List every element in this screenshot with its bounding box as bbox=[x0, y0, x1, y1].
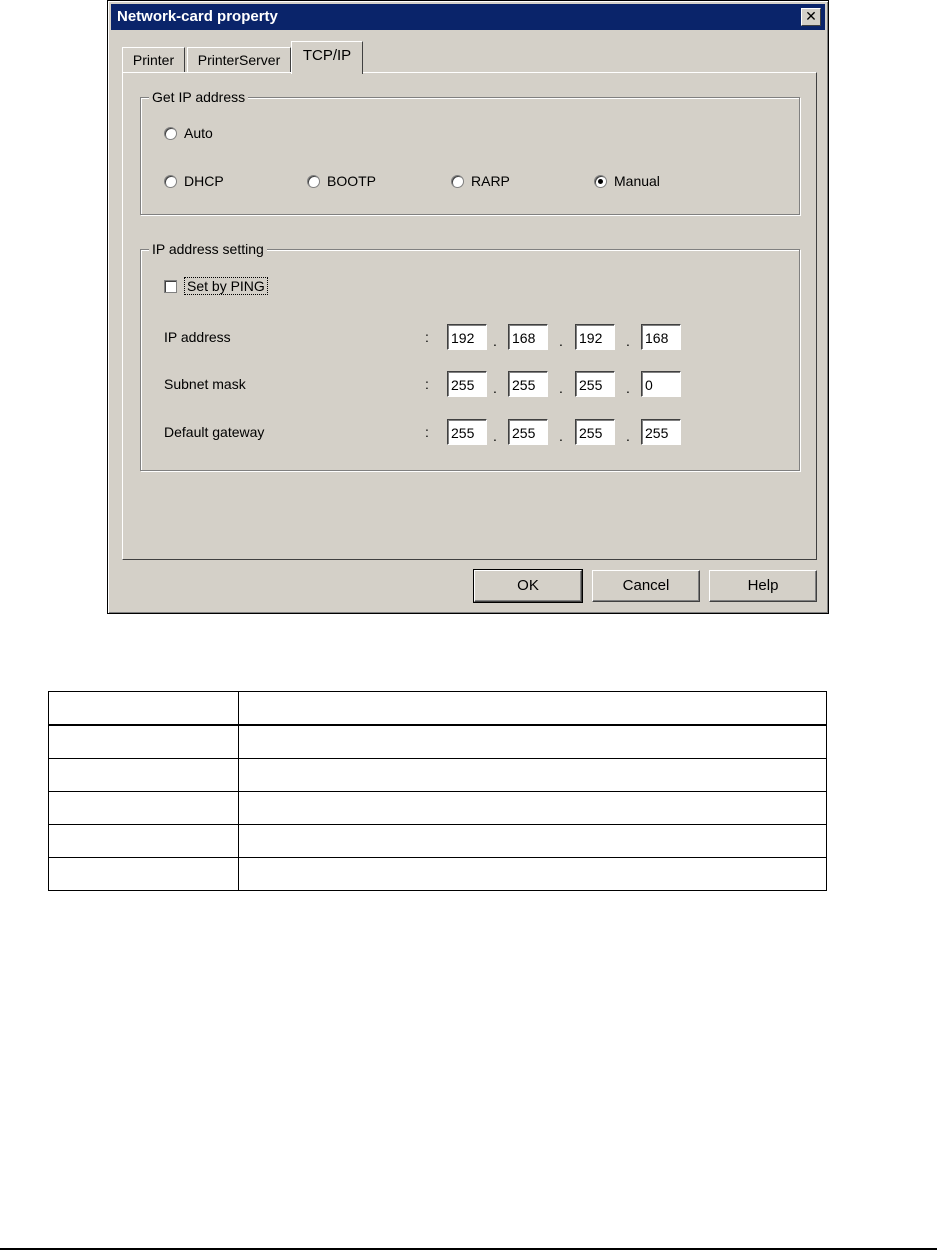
table-cell bbox=[239, 692, 827, 726]
document-table bbox=[48, 691, 827, 891]
radio-auto[interactable] bbox=[164, 125, 213, 141]
title-bar bbox=[111, 4, 825, 30]
tab-printer[interactable]: Printer bbox=[122, 47, 185, 73]
radio-rarp-label: RARP bbox=[471, 173, 510, 189]
radio-rarp[interactable] bbox=[451, 173, 510, 189]
radio-bootp[interactable] bbox=[307, 173, 376, 189]
default-gateway-colon: : bbox=[425, 424, 429, 440]
subnet-mask-octet-4[interactable] bbox=[641, 371, 681, 397]
tab-tcpip[interactable]: TCP/IP bbox=[291, 41, 363, 74]
radio-auto-circle[interactable] bbox=[164, 127, 177, 140]
ip-address-colon: : bbox=[425, 329, 429, 345]
default-gateway-dot: . bbox=[559, 428, 563, 444]
radio-bootp-circle[interactable] bbox=[307, 175, 320, 188]
ip-address-label: IP address bbox=[164, 329, 231, 345]
set-by-ping-label: Set by PING bbox=[184, 277, 268, 295]
footer-rule bbox=[0, 1248, 937, 1250]
help-button[interactable]: Help bbox=[709, 570, 817, 602]
radio-manual[interactable] bbox=[594, 173, 660, 189]
table-cell bbox=[49, 858, 239, 891]
table-row bbox=[49, 725, 827, 759]
cancel-button[interactable]: Cancel bbox=[592, 570, 700, 602]
table-cell bbox=[239, 759, 827, 792]
default-gateway-octet-3[interactable] bbox=[575, 419, 615, 445]
table-cell bbox=[49, 825, 239, 858]
ip-address-octet-4[interactable] bbox=[641, 324, 681, 350]
ip-address-dot: . bbox=[559, 333, 563, 349]
tab-printerserver[interactable]: PrinterServer bbox=[187, 47, 291, 73]
radio-rarp-circle[interactable] bbox=[451, 175, 464, 188]
ip-address-octet-2[interactable] bbox=[508, 324, 548, 350]
radio-dhcp-label: DHCP bbox=[184, 173, 224, 189]
radio-manual-label: Manual bbox=[614, 173, 660, 189]
table-cell bbox=[239, 725, 827, 759]
network-card-property-dialog bbox=[107, 0, 829, 614]
subnet-mask-dot: . bbox=[626, 380, 630, 396]
get-ip-address-group bbox=[140, 89, 800, 215]
table-cell bbox=[49, 725, 239, 759]
default-gateway-octet-1[interactable] bbox=[447, 419, 487, 445]
get-ip-address-legend: Get IP address bbox=[149, 88, 248, 106]
subnet-mask-dot: . bbox=[493, 380, 497, 396]
table-row bbox=[49, 792, 827, 825]
set-by-ping-checkbox[interactable] bbox=[164, 280, 177, 293]
table-row bbox=[49, 858, 827, 891]
radio-dhcp[interactable] bbox=[164, 173, 224, 189]
table-cell bbox=[49, 792, 239, 825]
default-gateway-label: Default gateway bbox=[164, 424, 265, 440]
subnet-mask-octet-2[interactable] bbox=[508, 371, 548, 397]
table-row bbox=[49, 825, 827, 858]
set-by-ping-checkbox-row[interactable] bbox=[164, 277, 268, 295]
default-gateway-dot: . bbox=[493, 428, 497, 444]
ip-address-octet-3[interactable] bbox=[575, 324, 615, 350]
table-row bbox=[49, 692, 827, 726]
dialog-title: Network-card property bbox=[117, 8, 278, 25]
table-cell bbox=[49, 759, 239, 792]
subnet-mask-colon: : bbox=[425, 376, 429, 392]
ip-address-setting-group bbox=[140, 241, 800, 471]
close-icon: ✕ bbox=[805, 8, 817, 24]
subnet-mask-octet-3[interactable] bbox=[575, 371, 615, 397]
radio-dhcp-circle[interactable] bbox=[164, 175, 177, 188]
table-cell bbox=[49, 692, 239, 726]
radio-bootp-label: BOOTP bbox=[327, 173, 377, 189]
table-row bbox=[49, 759, 827, 792]
ip-address-dot: . bbox=[626, 333, 630, 349]
table-cell bbox=[239, 858, 827, 891]
ip-address-dot: . bbox=[493, 333, 497, 349]
radio-auto-label: Auto bbox=[184, 125, 213, 141]
table-cell bbox=[239, 792, 827, 825]
table-cell bbox=[239, 825, 827, 858]
ok-button[interactable]: OK bbox=[474, 570, 582, 602]
default-gateway-octet-2[interactable] bbox=[508, 419, 548, 445]
tcpip-tab-panel bbox=[122, 72, 817, 560]
subnet-mask-label: Subnet mask bbox=[164, 376, 246, 392]
default-gateway-octet-4[interactable] bbox=[641, 419, 681, 445]
default-gateway-dot: . bbox=[626, 428, 630, 444]
radio-manual-circle[interactable] bbox=[594, 175, 607, 188]
subnet-mask-octet-1[interactable] bbox=[447, 371, 487, 397]
ip-address-setting-legend: IP address setting bbox=[149, 240, 267, 258]
subnet-mask-dot: . bbox=[559, 380, 563, 396]
close-button[interactable] bbox=[801, 8, 821, 26]
ip-address-octet-1[interactable] bbox=[447, 324, 487, 350]
